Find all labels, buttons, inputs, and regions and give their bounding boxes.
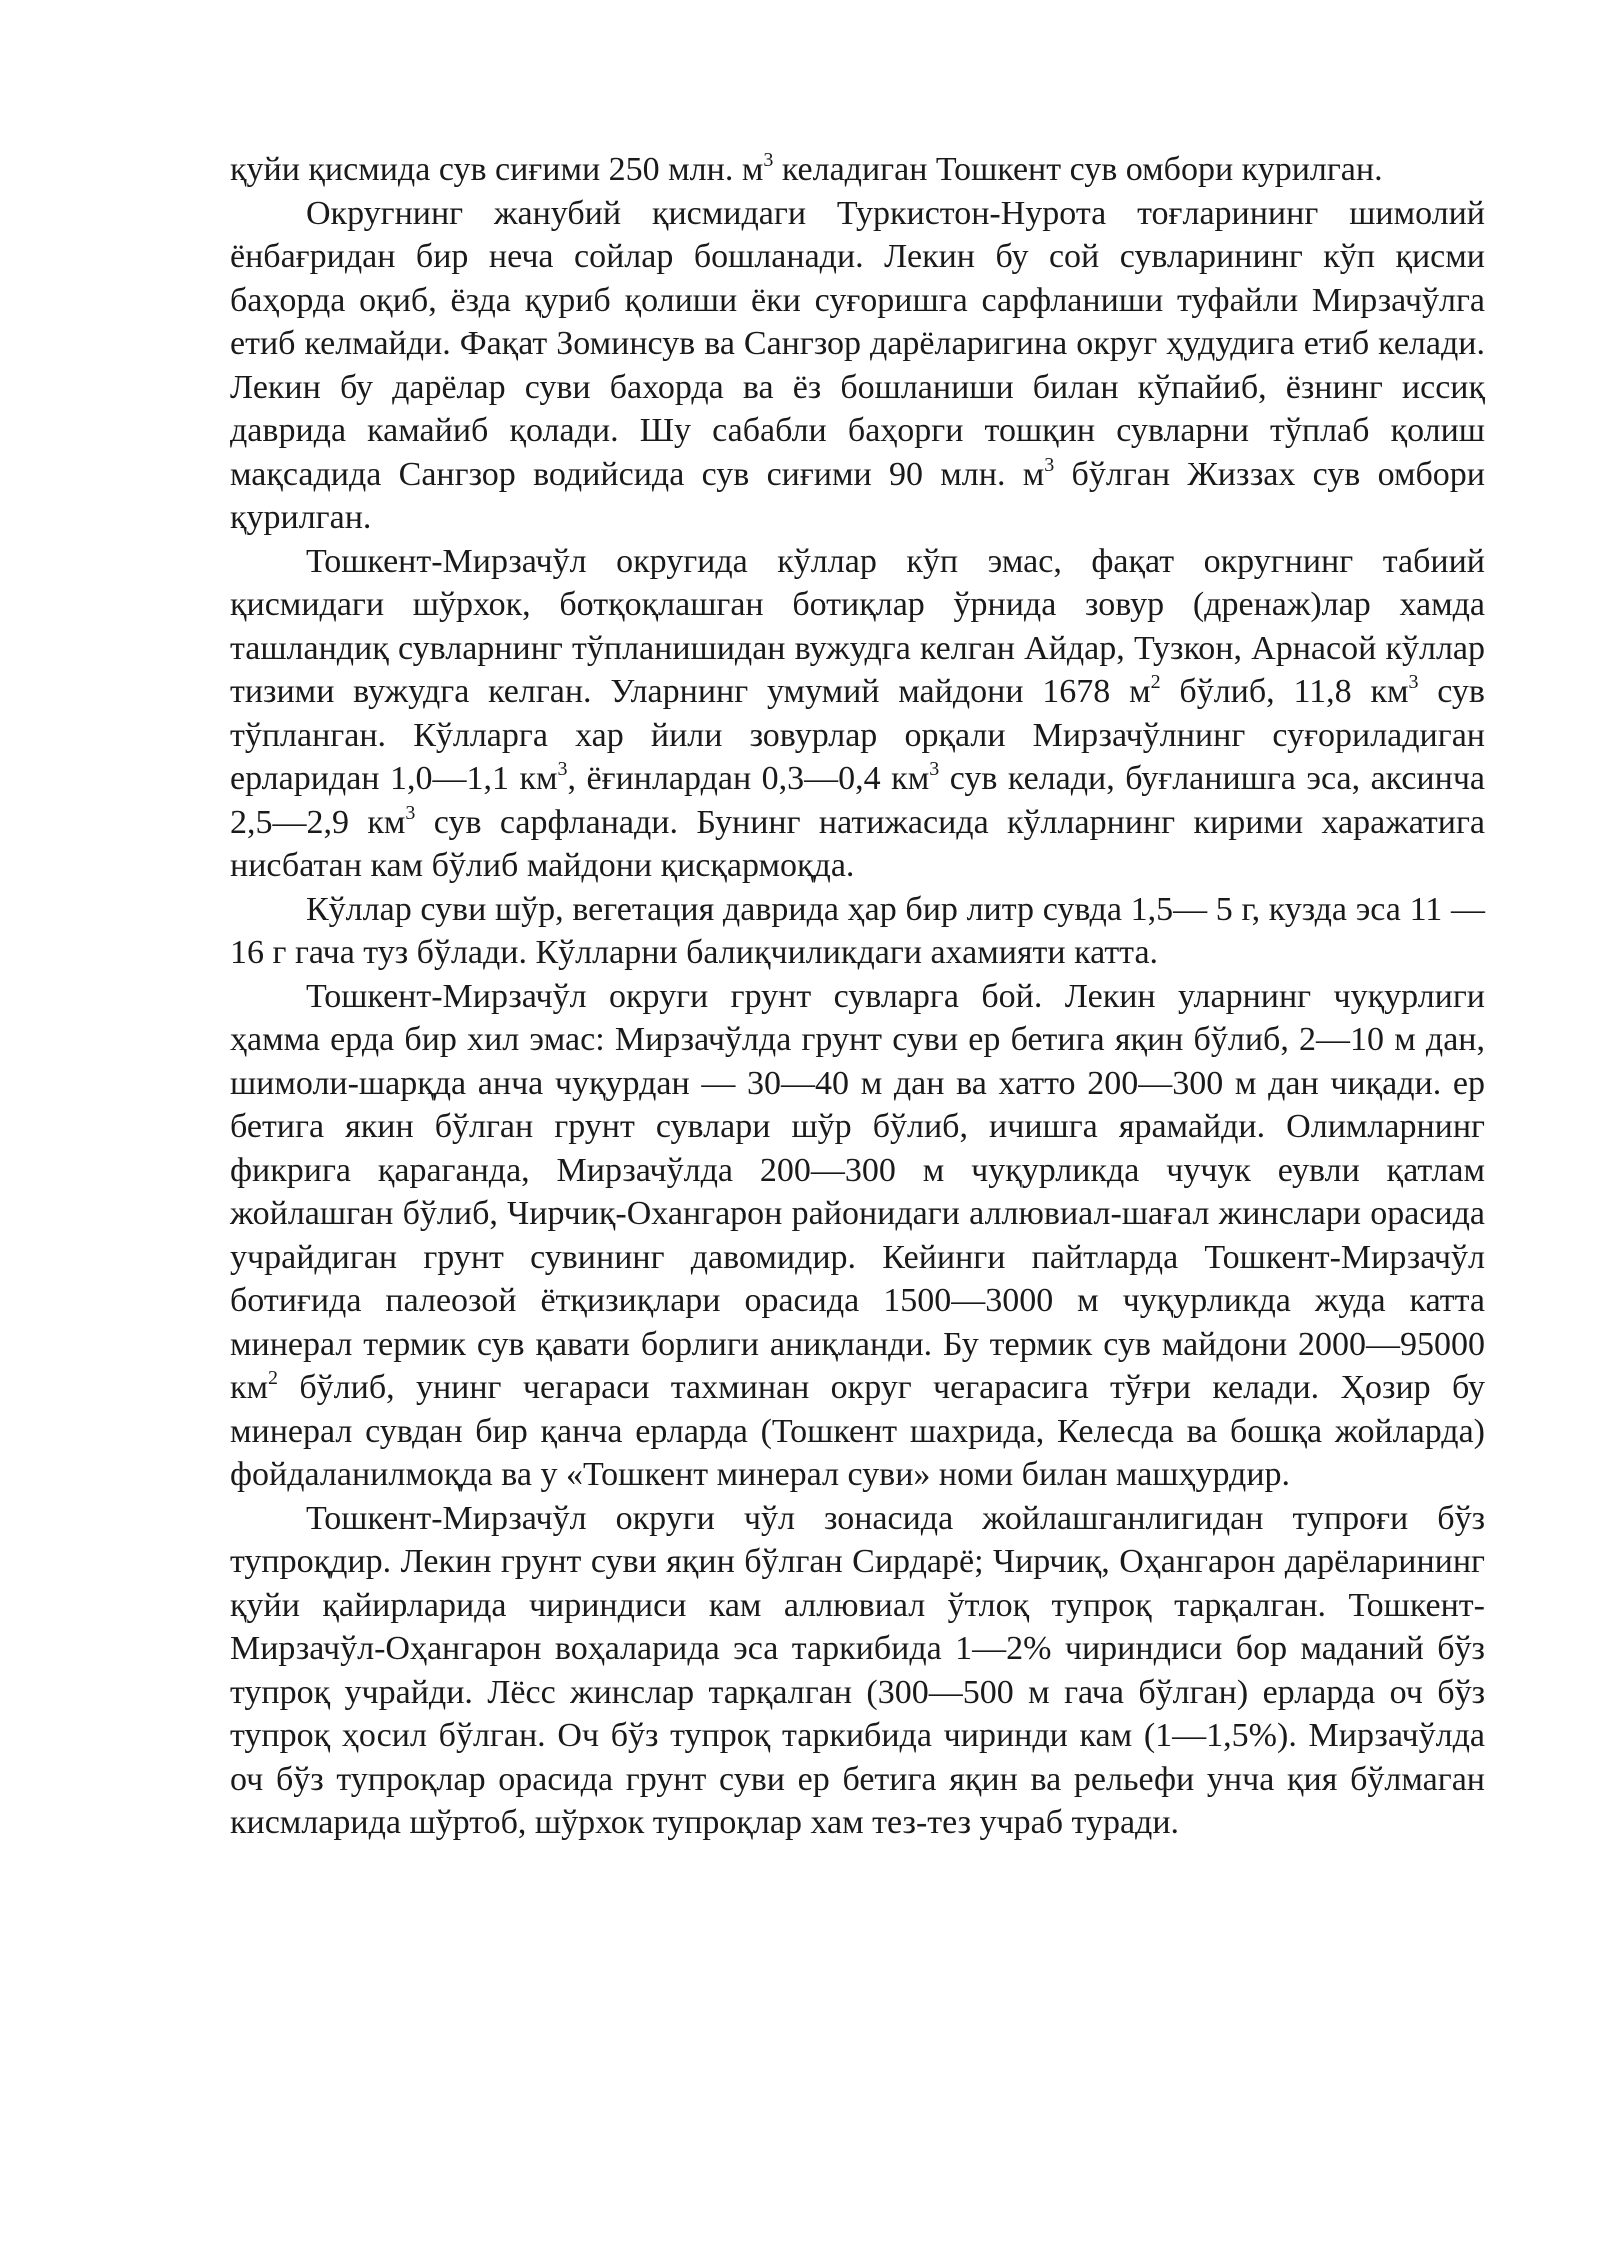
text-span: қуйи қисмида сув сиғими 250 млн. м [230, 151, 764, 188]
superscript: 3 [1044, 453, 1055, 476]
text-span: Тошкент-Мирзачўл округи чўл зонасида жойлашганлигидан тупроғи бўз тупроқдир. Лекин грунт суви яқин бўлган Сирдарё; Чирчиқ, Оҳангарон дарёларининг қуйи қайирларида чириндиси кам аллювиал ўтлоқ тупроқ тарқалган. Тошкент-Мирзачўл-Оҳангарон воҳаларида эса таркибида 1—2% чириндиси бор маданий бўз тупроқ учрайди. Лёсс жинслар тарқалган (300—500 м гача бўлган) ерларда оч бўз тупроқ ҳосил бўлган. Оч бўз тупроқ таркибида чиринди кам (1—1,5%). Мирзачўлда оч бўз тупроқлар орасида грунт суви ер бетига яқин ва рельефи унча қия бўлмаган кисмларида шўртоб, шўрхок тупроқлар хам тез-тез учраб туради. [230, 1499, 1485, 1841]
superscript: 2 [268, 1367, 279, 1389]
document-page [230, 148, 1485, 1845]
superscript: 3 [929, 758, 940, 780]
paragraph-6 [230, 1497, 1485, 1845]
superscript: 3 [763, 149, 774, 171]
text-span: сув келади, буғланишга эса, аксинча 2,5—2,9 км [230, 760, 1486, 841]
superscript: 3 [1408, 671, 1419, 693]
text-span: , ёғинлардан 0,3—0,4 км [567, 760, 930, 797]
text-span: бўлиб, 11,8 км [1160, 673, 1409, 710]
paragraph-2 [230, 192, 1485, 540]
text-span: бўлган Жиззах сув омбори қурилган. [230, 455, 1485, 536]
text-span: сув сарфланади. Бунинг натижасида кўлларнинг кирими харажатига нисбатан кам бўлиб майдони қисқармоқда. [230, 803, 1485, 884]
paragraph-5 [230, 975, 1485, 1497]
paragraph-1 [230, 148, 1485, 192]
superscript: 3 [557, 758, 568, 780]
text-span: Тошкент-Мирзачўл округида кўллар кўп эмас, фақат округнинг табиий қисмидаги шўрхок, ботқоқлашган ботиқлар ўрнида зовур (дренаж)лар хамда ташландиқ сувларнинг тўпланишидан вужудга келган Айдар, Тузкон, Арнасой кўллар тизими вужудга келган. Уларнинг умумий майдони 1678 м [230, 542, 1485, 710]
paragraph-4 [230, 888, 1485, 975]
text-span: келадиган Тошкент сув омбори курилган. [773, 151, 1383, 188]
text-span: бўлиб, унинг чегараси тахминан округ чегарасига тўғри келади. Ҳозир бу минерал сувдан бир қанча ерларда (Тошкент шахрида, Келесда ва бошқа жойларда) фойдаланилмоқда ва у «Тошкент минерал суви» номи билан машҳурдир. [230, 1369, 1485, 1493]
text-span: сув тўпланган. Кўлларга хар йили зовурлар орқали Мирзачўлнинг суғориладиган ерларидан 1,0—1,1 км [230, 673, 1485, 797]
paragraph-3 [230, 540, 1485, 888]
superscript: 2 [1150, 671, 1161, 693]
text-span: Кўллар суви шўр, вегетация даврида ҳар бир литр сувда 1,5— 5 г, кузда эса 11 —16 г гача туз бўлади. Кўлларни балиқчиликдаги ахамияти катта. [230, 890, 1485, 971]
text-span: Тошкент-Мирзачўл округи грунт сувларга бой. Лекин уларнинг чуқурлиги ҳамма ерда бир хил эмас: Мирзачўлда грунт суви ер бетига яқин бўлиб, 2—10 м дан, шимоли-шарқда анча чуқурдан — 30—40 м дан ва хатто 200—300 м дан чиқади. ер бетига якин бўлган грунт сувлари шўр бўлиб, ичишга ярамайди. Олимларнинг фикрига қараганда, Мирзачўлда 200—300 м чуқурликда чучук еувли қатлам жойлашган бўлиб, Чирчиқ-Охангарон районидаги аллювиал-шағал жинслари орасида учрайдиган грунт сувининг давомидир. Кейинги пайтларда Тошкент-Мирзачўл ботиғида палеозой ётқизиқлари орасида 1500—3000 м чуқурликда жуда катта минерал термик сув қавати борлиги аниқланди. Бу термик сув майдони 2000—95000 км [230, 977, 1485, 1406]
superscript: 3 [405, 801, 416, 824]
text-span: Округнинг жанубий қисмидаги Туркистон-Нурота тоғларининг шимолий ёнбағридан бир неча сойлар бошланади. Лекин бу сой сувларининг кўп қисми баҳорда оқиб, ёзда қуриб қолиши ёки суғоришга сарфланиши туфайли Мирзачўлга етиб келмайди. Фақат Зоминсув ва Сангзор дарёларигина округ ҳудудига етиб келади. Лекин бу дарёлар суви бахорда ва ёз бошланиши билан кўпайиб, ёзнинг иссиқ даврида камайиб қолади. Шу сабабли баҳорги тошқин сувларни тўплаб қолиш мақсадида Сангзор водийсида сув сиғими 90 млн. м [230, 194, 1485, 493]
